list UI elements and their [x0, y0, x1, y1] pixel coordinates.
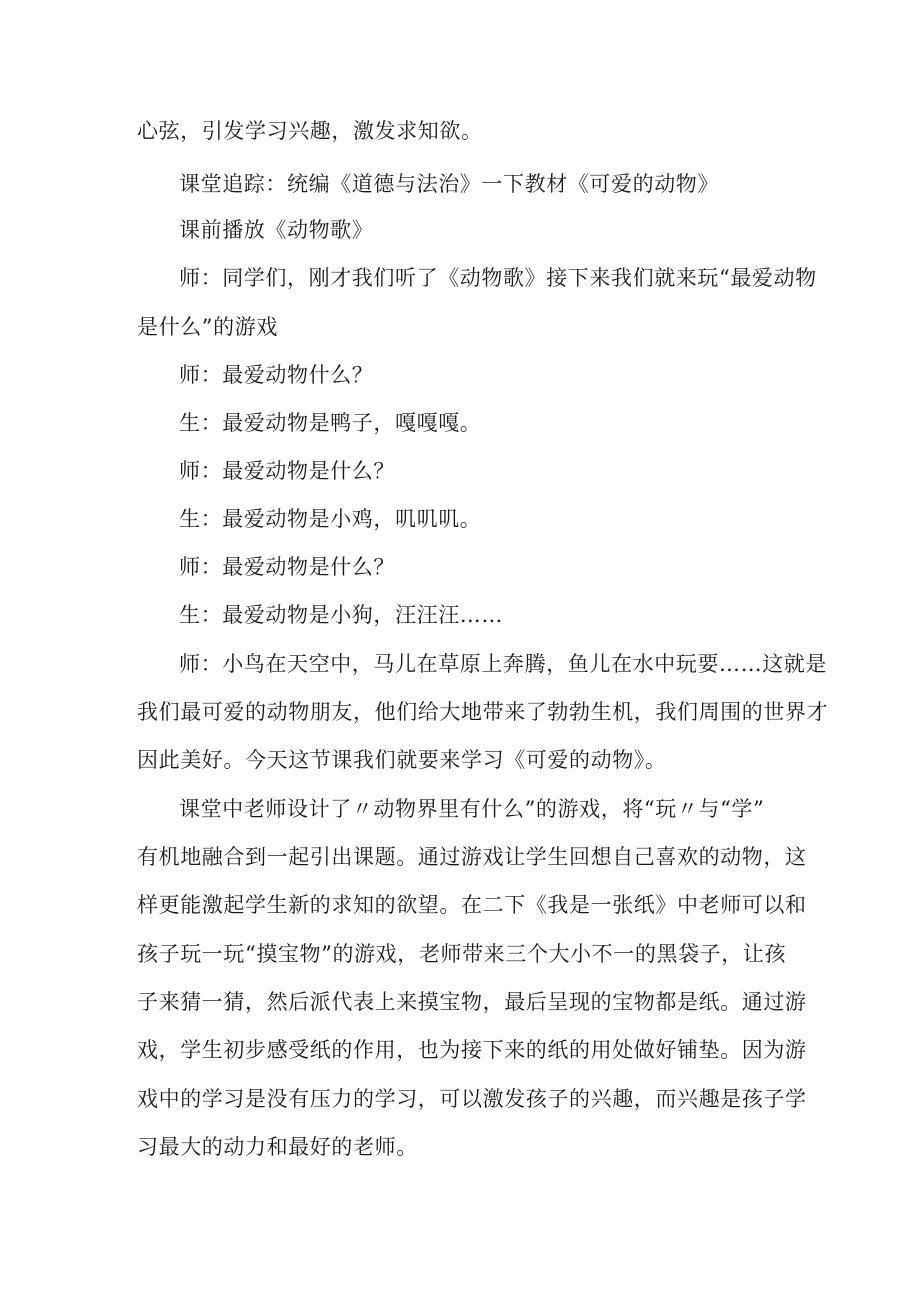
- text-line: 生：最爱动物是小狗，汪汪汪……: [179, 603, 503, 627]
- text-line: 我们最可爱的动物朋友，他们给大地带来了勃勃生机，我们周围的世界才: [137, 700, 829, 724]
- text-line: 是什么”的游戏: [137, 315, 278, 339]
- text-line: 样更能激起学生新的求知的欲望。在二下《我是一张纸》中老师可以和: [137, 893, 807, 917]
- text-line: 生：最爱动物是小鸡，叽叽叽。: [179, 507, 482, 531]
- text-line: 师：最爱动物是什么？: [179, 459, 395, 483]
- text-line: 生：最爱动物是鸭子，嘎嘎嘎。: [179, 411, 482, 435]
- text-line: 师：最爱动物什么？: [179, 363, 374, 387]
- text-line: 习最大的动力和最好的老师。: [137, 1135, 418, 1159]
- text-line: 课堂中老师设计了〃动物界里有什么”的游戏，将“玩〃与“学”: [179, 797, 765, 821]
- text-line: 戏中的学习是没有压力的学习，可以激发孩子的兴趣，而兴趣是孩子学: [137, 1087, 807, 1111]
- text-line: 孩子玩一玩“摸宝物”的游戏，老师带来三个大小不一的黑袋子，让孩: [137, 942, 787, 966]
- text-line: 有机地融合到一起引出课题。通过游戏让学生回想自己喜欢的动物，这: [137, 845, 807, 869]
- text-line: 师：小鸟在天空中，马儿在草原上奔腾，鱼儿在水中玩要……这就是: [179, 652, 827, 676]
- text-line: 师：最爱动物是什么？: [179, 555, 395, 579]
- text-line: 课堂追踪：统编《道德与法治》一下教材《可爱的动物》: [179, 172, 719, 196]
- text-line: 课前播放《动物歌》: [179, 218, 374, 242]
- text-line: 心弦，引发学习兴趣，激发求知欲。: [137, 119, 483, 143]
- text-line: 因此美好。今天这节课我们就要来学习《可爱的动物》。: [137, 748, 667, 772]
- text-line: 子来猜一猜，然后派代表上来摸宝物，最后呈现的宝物都是纸。通过游: [137, 990, 807, 1014]
- text-line: 师：同学们，刚才我们听了《动物歌》接下来我们就来玩“最爱动物: [179, 266, 817, 290]
- text-line: 戏，学生初步感受纸的作用，也为接下来的纸的用处做好铺垫。因为游: [137, 1038, 807, 1062]
